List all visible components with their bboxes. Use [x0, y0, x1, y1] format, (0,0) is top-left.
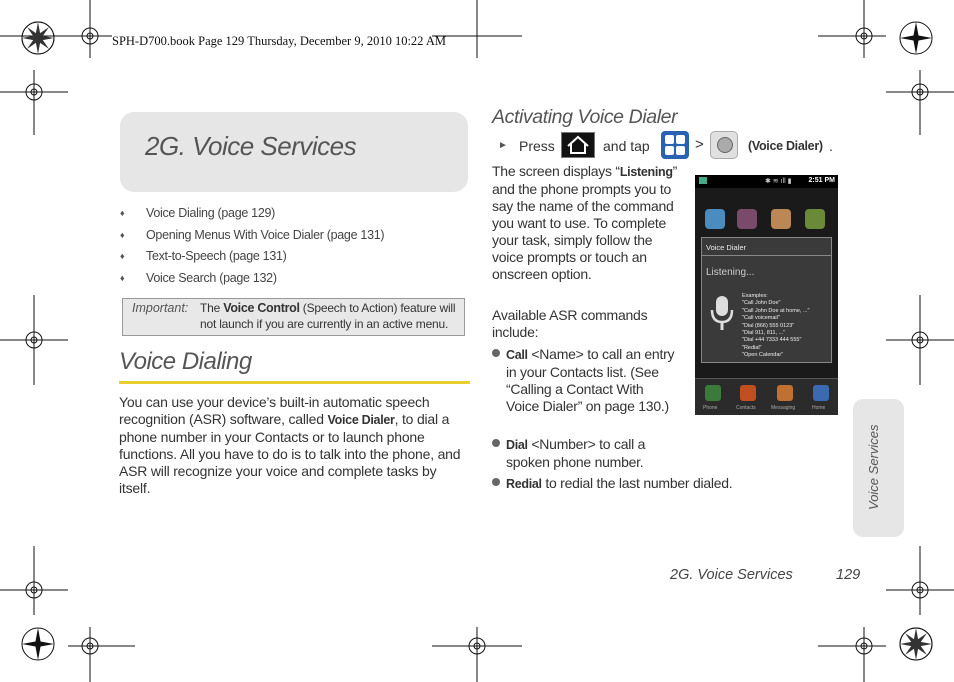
voice-dialer-dialog — [701, 237, 832, 363]
footer-chapter-title: 2G. Voice Services — [670, 567, 793, 583]
command-name: Redial — [506, 477, 542, 491]
diamond-bullet-icon: ♦ — [120, 251, 125, 262]
example-item: "Call voicemail" — [742, 315, 780, 322]
arrow-bullet-icon: ► — [498, 140, 508, 151]
step-period: . — [829, 138, 833, 154]
section-title-activating: Activating Voice Dialer — [492, 106, 678, 128]
chapter-toc — [120, 206, 460, 293]
crosshair-mark — [0, 70, 68, 135]
crosshair-mark — [432, 0, 522, 58]
crosshair-mark — [0, 546, 68, 615]
example-item: "Open Calendar" — [742, 352, 784, 359]
section-title-voice-dialing: Voice Dialing — [119, 348, 252, 375]
dock-label: Contacts — [736, 405, 756, 411]
important-text-end: (Speech to Action) feature will not launch if you are currently in an active menu. — [200, 301, 456, 331]
crosshair-mark — [68, 627, 135, 682]
step-press-text: Press — [519, 138, 555, 154]
example-item: "Redial" — [742, 344, 762, 351]
voice-dialer-label: (Voice Dialer) — [748, 139, 823, 153]
home-app-icon — [813, 385, 829, 401]
listening-term: Listening — [619, 165, 673, 179]
command-desc: to redial the last number dialed. — [541, 475, 733, 491]
command-desc: <Number> to call a spoken phone number. — [506, 436, 646, 470]
command-list-item — [492, 436, 677, 470]
chapter-title: 2G. Voice Services — [145, 131, 357, 161]
available-commands-intro: Available ASR commands include: — [492, 307, 648, 340]
command-name: Call — [506, 348, 528, 362]
dock-label: Messaging — [771, 405, 796, 411]
bullet-dot-icon — [492, 349, 500, 357]
toc-item-label: Opening Menus With Voice Dialer (page 131) — [146, 227, 385, 242]
crosshair-mark — [886, 295, 954, 385]
screen-displays-paragraph — [492, 163, 680, 283]
diamond-bullet-icon: ♦ — [120, 208, 125, 218]
example-item: "Call John Doe" — [742, 300, 781, 307]
section-rule — [119, 381, 470, 384]
phone-dock — [695, 378, 838, 415]
example-item: "Dial (866) 555 0123" — [742, 322, 795, 329]
crosshair-mark — [432, 627, 522, 682]
important-label: Important: — [132, 301, 189, 315]
para-text: , to dial a phone number in your Contacts or to launch phone functions. All you have to do is to talk into the phone, and ASR will recognize your voice and complete tasks by itself. — [119, 411, 461, 496]
toc-item[interactable] — [120, 206, 460, 228]
notification-icon — [699, 177, 707, 184]
signal-icon: ✱ ≋ ıll ▮ — [765, 178, 792, 185]
crosshair-mark — [0, 0, 112, 58]
toc-item-label: Text-to-Speech (page 131) — [146, 249, 287, 264]
para-text: You can use your device’s built-in automatic speech recognition (ASR) software, called — [119, 394, 430, 427]
example-item: "Dial +44 7333 444 555" — [742, 337, 802, 344]
dock-label: Phone — [703, 405, 718, 411]
command-list-item — [492, 346, 677, 431]
starburst-mark — [22, 22, 54, 54]
diamond-bullet-icon: ♦ — [120, 273, 125, 284]
voice-control-term: Voice Control — [223, 301, 300, 315]
voice-dialer-term: Voice Dialer — [327, 413, 395, 427]
applications-icon[interactable] — [661, 131, 689, 159]
side-tab-label: Voice Services — [866, 424, 881, 510]
contacts-app-icon — [740, 385, 756, 401]
page-number: 129 — [836, 567, 861, 583]
status-bar — [695, 175, 838, 188]
examples-label: Examples: — [742, 293, 768, 299]
example-item: "Call John Doe at home, ..." — [742, 307, 810, 314]
para-text: The screen displays “ — [492, 163, 620, 179]
crosshair-mark — [886, 70, 954, 135]
important-text — [200, 301, 462, 332]
step-gt-symbol: > — [695, 136, 704, 153]
command-desc: <Name> to call an entry in your Contacts list. (See “Calling a Contact With Voice Dialer” on page 130.) — [506, 346, 675, 414]
dock-label: Home — [812, 405, 826, 411]
bullet-dot-icon — [492, 439, 500, 447]
status-time: 2:51 PM — [808, 177, 835, 184]
toc-item-label: Voice Dialing (page 129) — [146, 206, 276, 220]
starburst-mark — [900, 22, 932, 54]
command-list-item — [492, 475, 762, 492]
phone-app-icon — [705, 385, 721, 401]
dialog-title: Voice Dialer — [706, 243, 747, 252]
voice-dialer-icon[interactable] — [710, 131, 738, 159]
toc-item[interactable] — [120, 249, 460, 271]
crosshair-mark — [818, 0, 886, 58]
starburst-mark — [22, 628, 54, 660]
voice-dialing-paragraph — [119, 394, 471, 497]
important-text-start: The — [200, 301, 224, 315]
toc-item[interactable] — [120, 271, 460, 293]
home-key-icon[interactable] — [561, 132, 595, 158]
para-text: ” and the phone prompts you to say the name of the command you want to use. To complete your task, simply follow the voice prompts or touch an onscreen option. — [492, 163, 678, 282]
crosshair-mark — [0, 295, 68, 385]
crosshair-mark — [886, 546, 954, 615]
step-instruction — [498, 131, 858, 163]
diamond-bullet-icon: ♦ — [120, 229, 125, 240]
listening-text: Listening... — [706, 267, 755, 278]
starburst-mark — [900, 628, 932, 660]
examples-list — [742, 293, 810, 360]
command-name: Dial — [506, 438, 528, 452]
home-icons-row — [701, 205, 832, 233]
important-note — [122, 298, 465, 336]
step-and-tap-text: and tap — [603, 138, 650, 154]
microphone-icon — [707, 294, 737, 334]
print-header: SPH-D700.book Page 129 Thursday, December 9, 2010 10:22 AM — [112, 34, 446, 48]
toc-item[interactable] — [120, 228, 460, 250]
bullet-dot-icon — [492, 478, 500, 486]
toc-item-label: Voice Search (page 132) — [146, 271, 277, 286]
phone-screenshot — [695, 175, 838, 415]
crosshair-mark — [818, 627, 886, 682]
messaging-app-icon — [777, 385, 793, 401]
example-item: "Dial 911, 811, ..." — [742, 330, 786, 337]
